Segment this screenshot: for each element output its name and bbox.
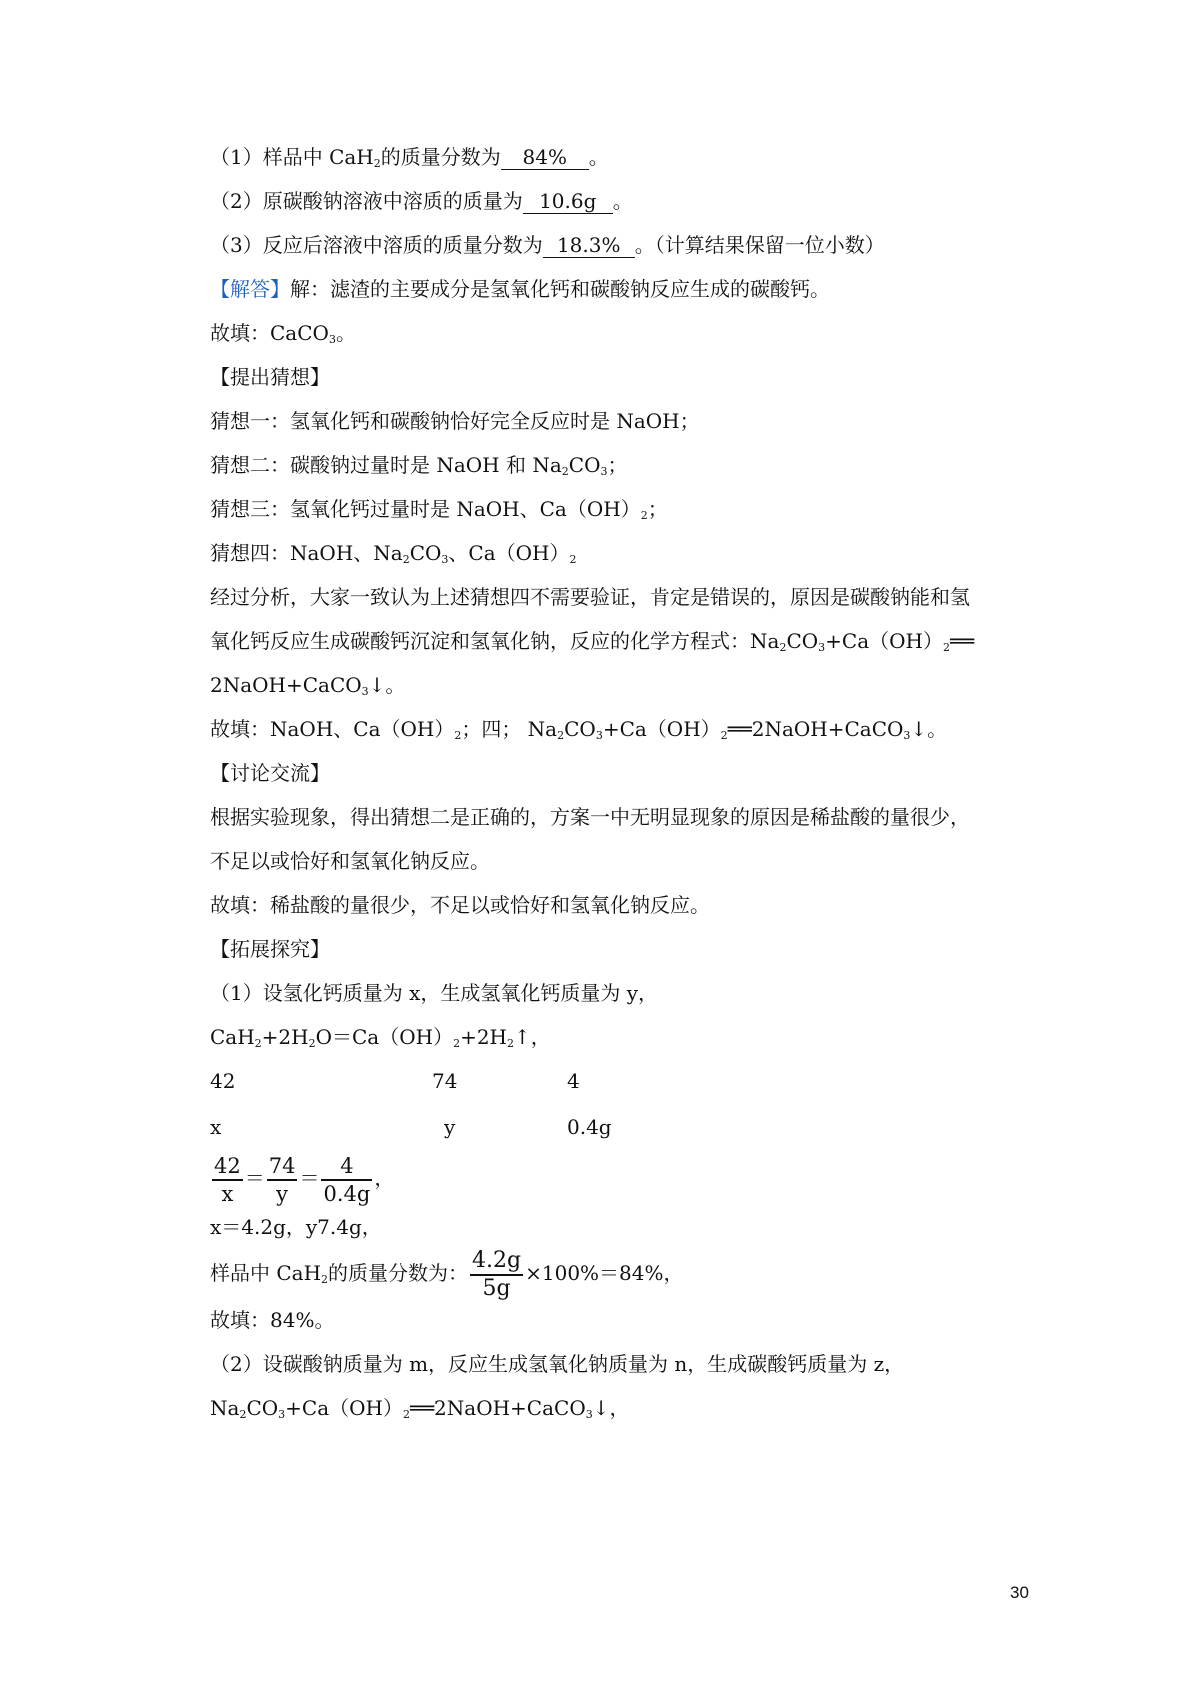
- fill2-sub5: 3: [903, 729, 911, 742]
- ratio-equals-2: ＝: [299, 1166, 320, 1190]
- q1-text: （1）样品中 CaH: [210, 145, 374, 169]
- eq2-p5: ↓，: [592, 1396, 630, 1420]
- analysis-l2-sub1: 2: [779, 641, 787, 654]
- ratio-den-3: 0.4g: [323, 1181, 371, 1206]
- answer-tag: 【解答】: [210, 277, 290, 301]
- extend-2-line: （2）设碳酸钠质量为 m，反应生成氢氧化钠质量为 n，生成碳酸钙质量为 z，: [210, 1352, 905, 1376]
- mass-fraction-sub: 2: [321, 1273, 329, 1286]
- question-1-line: [210, 142, 609, 172]
- analysis-line-2: [210, 626, 974, 656]
- fill2-sub2: 2: [557, 729, 565, 742]
- g3-end: ；: [647, 497, 668, 521]
- eq1-s1: 2: [254, 1037, 262, 1050]
- fill2-m2: CO: [564, 717, 596, 741]
- analysis-l2-m2: +Ca（OH）: [825, 629, 943, 653]
- q3-text-end: 。（计算结果保留一位小数）: [634, 233, 885, 257]
- q1-answer-blank: 84%: [501, 145, 589, 170]
- fill-3-line: 故填：稀盐酸的量很少，不足以或恰好和氢氧化钠反应。: [210, 893, 710, 917]
- section-conjecture-heading: 【提出猜想】: [210, 365, 330, 389]
- var-row-value-3: 0.4g: [567, 1115, 612, 1139]
- eq1-s4: 2: [507, 1037, 515, 1050]
- analysis-l2-m1: CO: [786, 629, 819, 653]
- eq1-p1: CaH: [210, 1025, 255, 1049]
- discuss-line-1: 根据实验现象，得出猜想二是正确的，方案一中无明显现象的原因是稀盐酸的量很少，: [210, 805, 970, 829]
- ratio-num-1: 42: [212, 1153, 243, 1181]
- question-3-line: [210, 230, 885, 260]
- analysis-l3-end: ↓。: [368, 673, 406, 697]
- page-number: 30: [1010, 1583, 1029, 1602]
- eq1-s2: 2: [308, 1037, 316, 1050]
- conjecture-2: [210, 450, 627, 480]
- eq1-p4: +2H: [460, 1025, 508, 1049]
- discuss-line-2: 不足以或恰好和氢氧化钠反应。: [210, 849, 490, 873]
- g2-sub1: 2: [561, 465, 569, 478]
- fill2-text: 故填：NaOH、Ca（OH）: [210, 717, 455, 741]
- fill2-sub1: 2: [454, 729, 462, 742]
- eq2-s1: 2: [239, 1408, 247, 1421]
- answer-text: 解：滤渣的主要成分是氢氧化钙和碳酸钠反应生成的碳酸钙。: [290, 277, 830, 301]
- fill2-m3: +Ca（OH）: [602, 717, 721, 741]
- eq2-s4: 3: [585, 1408, 593, 1421]
- question-2-line: [210, 186, 633, 216]
- eq1-p2: +2H: [261, 1025, 309, 1049]
- conjecture-1: 猜想一：氢氧化钙和碳酸钠恰好完全反应时是 NaOH；: [210, 409, 700, 433]
- fill2-m4: ══2NaOH+CaCO: [727, 717, 904, 741]
- section-discuss-heading: 【讨论交流】: [210, 761, 330, 785]
- g2-mid: CO: [568, 453, 601, 477]
- mass-fraction-den: 5g: [482, 1275, 511, 1301]
- analysis-l2-sub2: 3: [818, 641, 826, 654]
- q1-subscript: 2: [373, 157, 381, 170]
- g4-sub3: 2: [569, 553, 577, 566]
- eq2-s3: 2: [402, 1408, 410, 1421]
- mass-fraction-text: 样品中 CaH: [210, 1261, 322, 1285]
- extend-1-line: （1）设氢化钙质量为 x，生成氢氧化钙质量为 y，: [210, 981, 659, 1005]
- g4-mid2: 、Ca（OH）: [448, 541, 570, 565]
- eq2-p1: Na: [210, 1396, 240, 1420]
- var-row-value-1: x: [210, 1115, 222, 1139]
- g2-end: ；: [607, 453, 628, 477]
- mass-fraction: [470, 1248, 523, 1302]
- analysis-line-3: [210, 670, 405, 700]
- analysis-l3-text: 2NaOH+CaCO: [210, 673, 362, 697]
- conjecture-4: [210, 538, 576, 568]
- equation-1: [210, 1022, 551, 1052]
- eq2-s2: 3: [278, 1408, 286, 1421]
- conjecture-3: [210, 494, 668, 524]
- ratio-fraction-3: [321, 1153, 372, 1207]
- g3-text: 猜想三：氢氧化钙过量时是 NaOH、Ca（OH）: [210, 497, 641, 521]
- fill2-end: ↓。: [910, 717, 948, 741]
- var-row-value-2: y: [444, 1115, 456, 1139]
- answer-line: [210, 274, 830, 304]
- q2-answer-blank: 10.6g: [523, 189, 613, 214]
- ratio-fraction-1: [212, 1153, 243, 1207]
- eq1-p3: O＝Ca（OH）: [315, 1025, 454, 1049]
- fill-caco3-text: 故填：CaCO: [210, 321, 329, 345]
- mass-fraction-num: 4.2g: [470, 1248, 523, 1276]
- g4-sub1: 2: [402, 553, 410, 566]
- g4-sub2: 3: [441, 553, 449, 566]
- analysis-line-1: 经过分析，大家一致认为上述猜想四不需要验证，肯定是错误的，原因是碳酸钠能和氢: [210, 585, 970, 609]
- mass-row-value-3: 4: [567, 1069, 580, 1093]
- ratio-equation: [210, 1150, 394, 1207]
- ratio-fraction-2: [267, 1153, 298, 1207]
- mass-row-value-1: 42: [210, 1069, 236, 1093]
- fill-caco3-sub: 3: [328, 333, 336, 346]
- q2-text: （2）原碳酸钠溶液中溶质的质量为: [210, 189, 523, 213]
- g4-mid1: CO: [409, 541, 442, 565]
- mass-fraction-mid: 的质量分数为：: [328, 1261, 469, 1285]
- analysis-l2-sub3: 2: [942, 641, 950, 654]
- g3-sub: 2: [640, 509, 648, 522]
- ratio-num-3: 4: [321, 1153, 372, 1181]
- fill2-m1: ；四； Na: [461, 717, 558, 741]
- mass-row-value-2: 74: [432, 1069, 458, 1093]
- analysis-l3-sub: 3: [361, 685, 369, 698]
- eq1-s3: 2: [453, 1037, 461, 1050]
- fill-2-line: [210, 714, 947, 744]
- eq2-p4: ══2NaOH+CaCO: [409, 1396, 586, 1420]
- mass-fraction-line: [210, 1243, 684, 1303]
- ratio-tail: ，: [374, 1166, 395, 1190]
- analysis-l2-text: 氧化钙反应生成碳酸钙沉淀和氢氧化钠，反应的化学方程式：Na: [210, 629, 780, 653]
- q1-text-end: 。: [588, 145, 609, 169]
- ratio-num-2: 74: [267, 1153, 298, 1181]
- q1-text-mid: 的质量分数为: [380, 145, 501, 169]
- section-extend-heading: 【拓展探究】: [210, 937, 330, 961]
- analysis-l2-eq: ══: [949, 629, 975, 653]
- ratio-den-1: x: [221, 1181, 234, 1206]
- ratio-equals-1: ＝: [244, 1166, 265, 1190]
- g2-text: 猜想二：碳酸钠过量时是 NaOH 和 Na: [210, 453, 562, 477]
- eq2-p3: +Ca（OH）: [285, 1396, 403, 1420]
- g4-text: 猜想四：NaOH、Na: [210, 541, 403, 565]
- ratio-den-2: y: [276, 1181, 289, 1206]
- fill-4-line: 故填：84%。: [210, 1308, 335, 1332]
- eq2-p2: CO: [246, 1396, 279, 1420]
- q3-answer-blank: 18.3%: [543, 233, 635, 258]
- fill2-sub3: 3: [595, 729, 603, 742]
- q2-text-end: 。: [612, 189, 633, 213]
- fill2-sub4: 2: [720, 729, 728, 742]
- fill-caco3-line: [210, 318, 356, 348]
- q3-text: （3）反应后溶液中溶质的质量分数为: [210, 233, 543, 257]
- mass-fraction-end: ×100%＝84%，: [525, 1261, 684, 1285]
- g2-sub2: 3: [600, 465, 608, 478]
- equation-2: [210, 1393, 630, 1423]
- result-xy-line: x＝4.2g，y7.4g，: [210, 1215, 382, 1239]
- eq1-p5: ↑，: [514, 1025, 551, 1049]
- fill-caco3-end: 。: [335, 321, 356, 345]
